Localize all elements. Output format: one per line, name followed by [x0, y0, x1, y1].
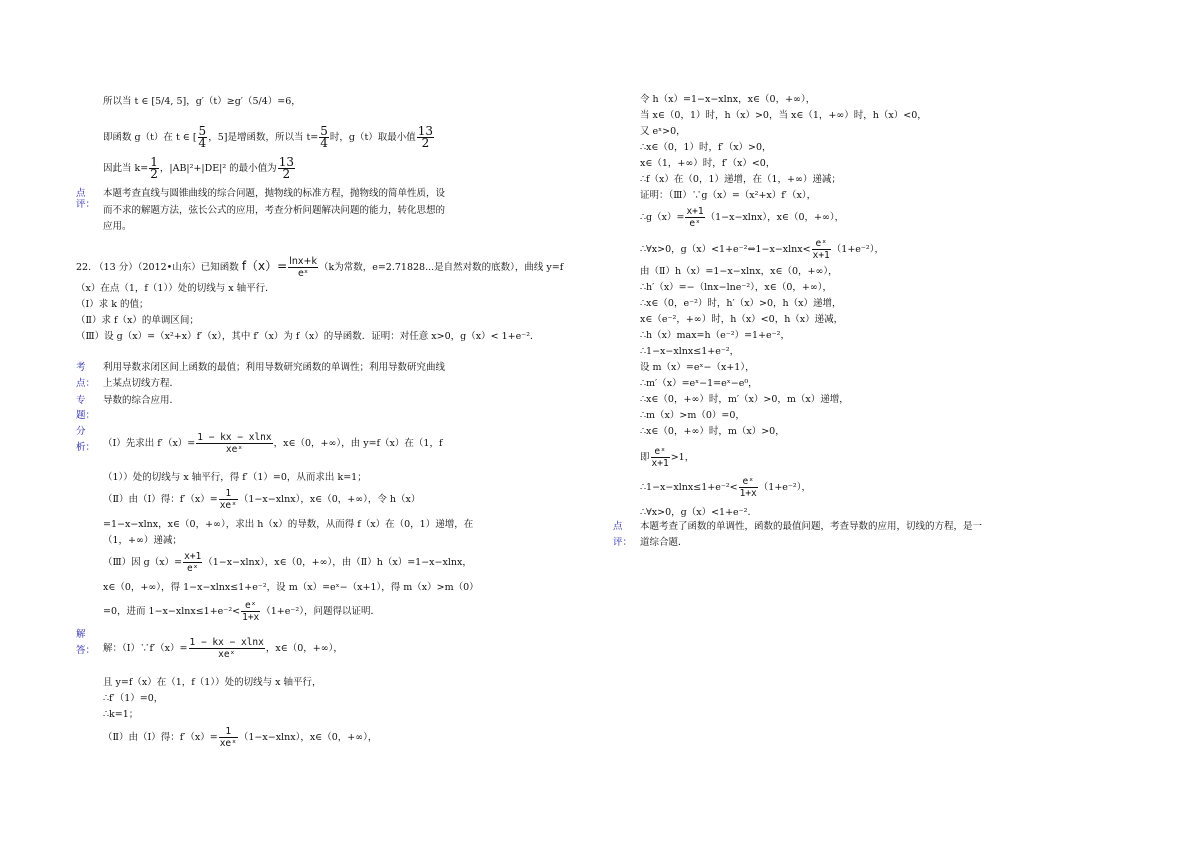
- proof-line-20: ∴x∈（0，+∞）时，m（x）>0，: [640, 426, 785, 437]
- fraction: $\frac{5}{4}$: [320, 124, 328, 150]
- text: （1+e⁻²），: [831, 244, 884, 255]
- text: （Ⅱ）由（Ⅰ）得：f′（x）=: [103, 732, 218, 743]
- comment-label: 点评：: [76, 188, 96, 210]
- text: ，x∈（0，+∞），: [265, 643, 343, 654]
- proof-line-19: ∴m（x）>m（0）=0，: [640, 410, 745, 421]
- proof-line-15: ∴1−x−xlnx≤1+e⁻²，: [640, 346, 740, 357]
- knowledge-line-2: 上某点切线方程．: [103, 378, 180, 389]
- text: =0，进而 1−x−xlnx≤1+e⁻²<: [103, 606, 241, 617]
- comment-label-1: 点: [613, 521, 623, 532]
- fraction: $\frac{5}{4}$: [198, 124, 207, 150]
- proof-line-7: 证明：（Ⅲ）∵g（x）=（x²+x）f′（x），: [640, 190, 817, 201]
- text: （1−x−xlnx），x∈（0，+∞），由（Ⅱ）h（x）=1−x−xlnx，: [203, 557, 472, 568]
- text: ，|AB|²+|DE|² 的最小值为: [159, 163, 277, 174]
- comment-line-3: 应用。: [103, 221, 132, 232]
- text: （1−x−xlnx），x∈（0，+∞），令 h（x）: [238, 494, 421, 505]
- text: ∴g（x）=: [640, 212, 685, 223]
- fraction: $\frac{\text{eˣ}}{x+1}$: [651, 446, 669, 469]
- analysis-line-1: [103, 432, 442, 455]
- solution-line-1: 所以当 t ∈ [5/4, 5]，g′（t）≥g′（5/4）=6，: [103, 96, 301, 107]
- analysis-line-3: [103, 488, 420, 511]
- proof-line-10: 由（Ⅱ）h（x）=1−x−xlnx，x∈（0，+∞），: [640, 266, 838, 277]
- fraction: $\frac{1 - kx - xlnx}{\text{xeˣ}}$: [197, 432, 272, 455]
- topic-label-2: 题：: [76, 410, 96, 421]
- answer-line-3: ∴f′（1）=0，: [103, 693, 164, 704]
- fraction: $\frac{1}{2}$: [150, 155, 158, 181]
- knowledge-label-1: 考: [76, 362, 86, 373]
- proof-line-1: 令 h（x）=1−x−xlnx，x∈（0，+∞），: [640, 94, 816, 105]
- analysis-label-2: 析：: [76, 442, 96, 453]
- fraction: $\frac{\text{eˣ}}{1+x}$: [739, 476, 757, 499]
- analysis-line-5: （1，+∞）递减；: [103, 535, 182, 546]
- answer-label-1: 解: [76, 629, 86, 640]
- fraction: $\frac{\text{eˣ}}{x+1}$: [812, 238, 830, 261]
- question-22-part-3: （Ⅲ）设 g（x）=（x²+x）f′（x），其中 f′（x）为 f（x）的导函数．证明：对任意 x>0，g（x）< 1+e⁻²．: [76, 331, 540, 342]
- analysis-line-7: x∈（0，+∞），得 1−x−xlnx≤1+e⁻²，设 m（x）=eˣ−（x+1），得 m（x）>m（0）: [103, 582, 479, 593]
- knowledge-label-2: 点：: [76, 378, 96, 389]
- proof-line-9: [640, 238, 884, 261]
- analysis-line-2: （1））处的切线与 x 轴平行，得 f′（1）=0，从而求出 k=1；: [103, 472, 367, 483]
- fraction: $\frac{x+1}{\text{eˣ}}$: [184, 551, 202, 574]
- text: （Ⅰ）先求出 f′（x）=: [103, 438, 196, 449]
- answer-line-5: [103, 726, 377, 749]
- text: ，5]是增函数，所以当 t=: [208, 132, 319, 143]
- comment-line-1: 本题考查直线与圆锥曲线的综合问题，抛物线的标准方程，抛物线的简单性质，设: [103, 188, 446, 199]
- answer-line-1: [103, 637, 343, 660]
- question-22-part-1: （Ⅰ）求 k 的值；: [76, 299, 149, 310]
- proof-line-16: 设 m（x）=eˣ−（x+1），: [640, 362, 755, 373]
- answer-line-4: ∴k=1；: [103, 709, 139, 720]
- comment-line-2: 而不求的解题方法，弦长公式的应用，考查分析问题解决问题的能力，转化思想的: [103, 205, 446, 216]
- fraction: $\frac{1 - kx - xlnx}{\text{xeˣ}}$: [189, 637, 264, 660]
- proof-line-6: ∴f（x）在（0，1）递增，在（1，+∞）递减；: [640, 174, 841, 185]
- knowledge-line-1: 利用导数求闭区间上函数的最值；利用导数研究函数的单调性；利用导数研究曲线: [103, 362, 446, 373]
- text: 解：（Ⅰ）∵f′（x）=: [103, 643, 188, 654]
- text: ∴1−x−xlnx≤1+e⁻²<: [640, 482, 738, 493]
- text: >1，: [670, 452, 695, 463]
- text: （Ⅱ）由（Ⅰ）得：f′（x）=: [103, 494, 218, 505]
- text: （k为常数，e=2.71828...是自然对数的底数），曲线 y=f: [318, 262, 564, 273]
- text: （1+e⁻²），: [758, 482, 811, 493]
- proof-line-11: ∴h′（x）=−（lnx−lne⁻²），x∈（0，+∞），: [640, 282, 832, 293]
- fraction: $\frac{1}{\text{xeˣ}}$: [219, 726, 237, 749]
- analysis-line-4: =1−x−xlnx，x∈（0，+∞），求出 h（x）的导数，从而得 f（x）在（0，1）递增，在: [103, 519, 474, 530]
- text: （1−x−xlnx），x∈（0，+∞），: [238, 732, 378, 743]
- fraction: $\frac{13}{2}$: [417, 124, 434, 150]
- text: ∴∀x>0，g（x）<1+e⁻²⇔1−x−xlnx<: [640, 244, 811, 255]
- text: （1+e⁻²），问题得以证明．: [261, 606, 380, 617]
- proof-line-18: ∴x∈（0，+∞）时，m′（x）>0，m（x）递增，: [640, 394, 849, 405]
- text: 22. （13 分）（2012•山东）已知函数: [76, 262, 239, 273]
- text: （1−x−xlnx），x∈（0，+∞），: [705, 212, 845, 223]
- proof-line-14: ∴h（x）max=h（e⁻²）=1+e⁻²，: [640, 330, 790, 341]
- text: 即函数 g（t）在 t ∈ [: [103, 132, 197, 143]
- solution-line-2: [103, 126, 435, 149]
- text: （Ⅲ）因 g（x）=: [103, 557, 183, 568]
- fraction: $\frac{\ln x+k}{\text{eˣ}}$: [289, 256, 317, 279]
- topic-label-1: 专: [76, 395, 86, 406]
- proof-line-22: [640, 476, 811, 499]
- fraction: $\frac{1}{\text{xeˣ}}$: [219, 488, 237, 511]
- proof-line-23: ∴∀x>0，g（x）<1+e⁻²．: [640, 507, 757, 518]
- topic-line: 导数的综合应用．: [103, 395, 180, 406]
- question-22-stem: [76, 256, 563, 279]
- text: 时，g（t）取最小值: [329, 132, 416, 143]
- comment-line-1: 本题考查了函数的单调性，函数的最值问题，考查导数的应用，切线的方程，是一: [640, 521, 983, 532]
- proof-line-4: ∴x∈（0，1）时，f′（x）>0，: [640, 142, 772, 153]
- answer-label-2: 答：: [76, 645, 96, 656]
- proof-line-2: 当 x∈（0，1）时，h（x）>0，当 x∈（1，+∞）时，h（x）<0，: [640, 110, 927, 121]
- comment-line-2: 道综合题．: [640, 537, 688, 548]
- question-22-part-2: （Ⅱ）求 f（x）的单调区间；: [76, 315, 199, 326]
- fraction: $\frac{13}{2}$: [278, 155, 294, 181]
- function-name: f（x）=: [241, 259, 288, 273]
- text: ，x∈（0，+∞），由 y=f（x）在（1，f: [273, 438, 443, 449]
- text: 即: [640, 452, 650, 463]
- proof-line-5: x∈（1，+∞）时，f′（x）<0，: [640, 158, 776, 169]
- analysis-line-6: [103, 551, 472, 574]
- proof-line-21: [640, 446, 694, 469]
- text: 因此当 k=: [103, 163, 149, 174]
- proof-line-3: 又 eˣ>0，: [640, 126, 686, 137]
- proof-line-12: ∴x∈（0，e⁻²）时，h′（x）>0，h（x）递增，: [640, 298, 842, 309]
- analysis-label-1: 分: [76, 426, 86, 437]
- question-22-line-2: （x）在点（1，f（1））处的切线与 x 轴平行．: [76, 283, 275, 294]
- answer-line-2: 且 y=f（x）在（1，f（1））处的切线与 x 轴平行，: [103, 677, 322, 688]
- solution-line-3: [103, 157, 296, 180]
- proof-line-8: [640, 206, 844, 229]
- comment-label-2: 评：: [613, 537, 633, 548]
- fraction: $\frac{x+1}{\text{eˣ}}$: [686, 206, 704, 229]
- fraction: $\frac{\text{eˣ}}{1+x}$: [242, 600, 260, 623]
- proof-line-13: x∈（e⁻²，+∞）时，h（x）<0，h（x）递减，: [640, 314, 844, 325]
- proof-line-17: ∴m′（x）=eˣ−1=eˣ−e⁰，: [640, 378, 758, 389]
- analysis-line-8: [103, 600, 380, 623]
